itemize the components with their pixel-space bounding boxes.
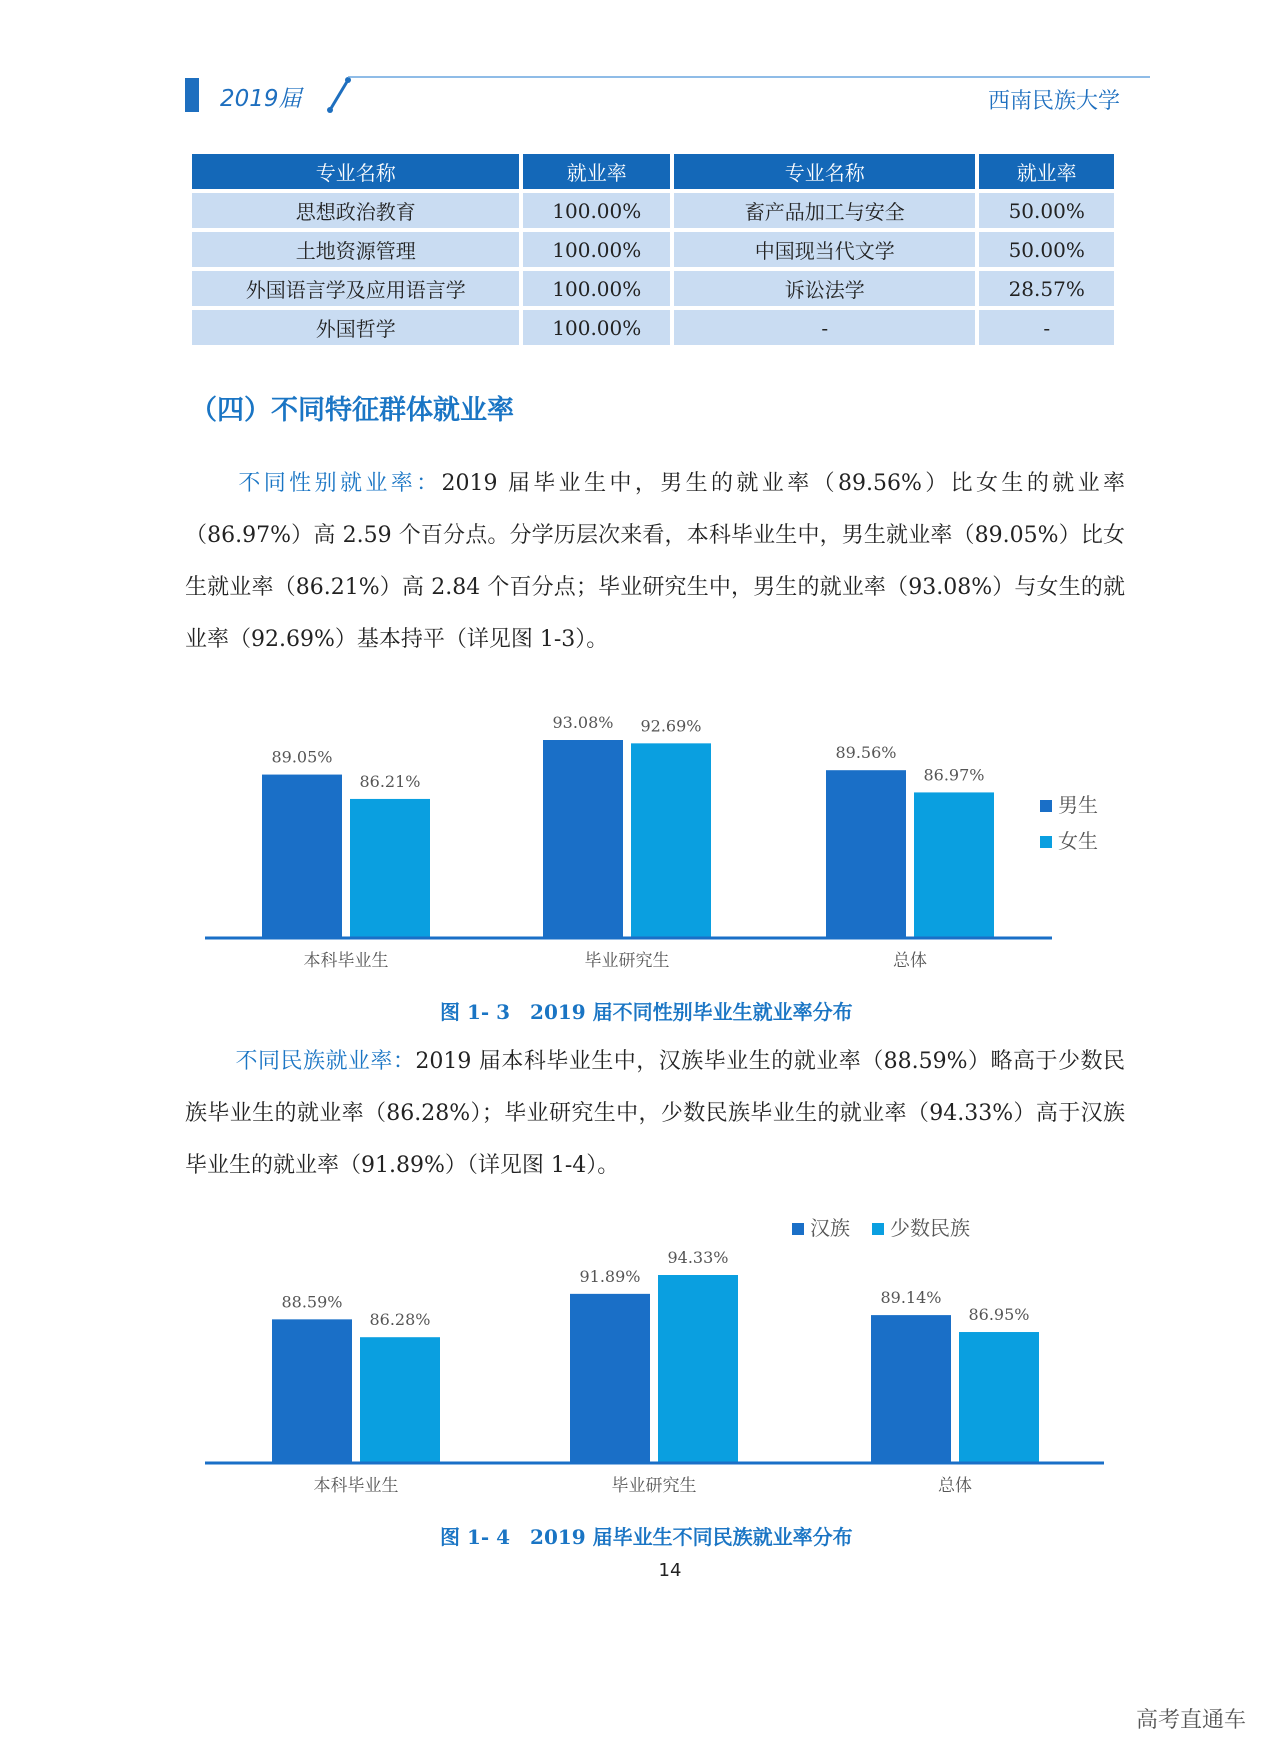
bar — [658, 1275, 738, 1463]
table-cell: 100.00% — [523, 310, 670, 345]
category-tick-label: 本科毕业生 — [313, 1476, 399, 1496]
table-cell: 诉讼法学 — [674, 271, 975, 306]
category-tick-label: 毕业研究生 — [611, 1476, 697, 1496]
table-cell: 畜产品加工与安全 — [674, 193, 975, 228]
header-university-name: 西南民族大学 — [987, 89, 1120, 114]
table-cell: 50.00% — [979, 193, 1114, 228]
gender-paragraph — [185, 458, 1125, 666]
bar — [871, 1315, 951, 1463]
table-cell: - — [979, 310, 1114, 345]
bar-value-label: 94.33% — [667, 1248, 729, 1267]
legend-swatch — [1040, 836, 1052, 848]
table-header-cell: 就业率 — [523, 154, 670, 189]
bar-value-label: 88.59% — [281, 1292, 343, 1312]
bar — [570, 1294, 650, 1463]
legend-swatch — [792, 1223, 804, 1235]
table-row — [192, 271, 1114, 306]
table-cell: 外国语言学及应用语言学 — [192, 271, 519, 306]
table-header-cell: 就业率 — [979, 154, 1114, 189]
paragraph-body: 2019 届本科毕业生中，汉族毕业生的就业率（88.59%）略高于少数民族毕业生的就业率（86.28%）；毕业研究生中，少数民族毕业生的就业率（94.33%）高于汉族毕业生的就业率（91.89%）（详见图 1-4）。 — [185, 1049, 1125, 1178]
bar-value-label: 86.97% — [923, 765, 985, 785]
table-header-row — [192, 154, 1114, 189]
bar — [826, 770, 906, 938]
table-header-cell: 专业名称 — [674, 154, 975, 189]
table-cell: 100.00% — [523, 232, 670, 267]
paragraph-lead: 不同性别就业率： — [235, 471, 442, 496]
table-row — [192, 310, 1114, 345]
table-cell: - — [674, 310, 975, 345]
table-header-cell: 专业名称 — [192, 154, 519, 189]
table-cell: 50.00% — [979, 232, 1114, 267]
paragraph-lead: 不同民族就业率： — [235, 1049, 416, 1074]
gender-bar-chart — [190, 680, 1130, 990]
ethnicity-paragraph — [185, 1036, 1125, 1192]
bar-value-label: 89.05% — [271, 747, 333, 767]
bar — [959, 1332, 1039, 1463]
table-cell: 100.00% — [523, 193, 670, 228]
legend-label: 男生 — [1058, 793, 1098, 817]
category-tick-label: 本科毕业生 — [303, 951, 389, 971]
section-heading: （四）不同特征群体就业率 — [190, 395, 514, 426]
category-tick-label: 总体 — [938, 1476, 972, 1496]
table-cell: 中国现当代文学 — [674, 232, 975, 267]
legend-label: 女生 — [1058, 829, 1098, 853]
header-accent-bar — [185, 78, 199, 112]
legend-label: 少数民族 — [890, 1216, 970, 1240]
legend-swatch — [1040, 800, 1052, 812]
bar-value-label: 89.14% — [880, 1288, 942, 1308]
legend-label: 汉族 — [810, 1216, 850, 1240]
figure-caption: 图 1- 4 2019 届毕业生不同民族就业率分布 — [440, 1525, 853, 1549]
legend-swatch — [872, 1223, 884, 1235]
category-tick-label: 毕业研究生 — [584, 951, 670, 971]
paragraph-body: 2019 届毕业生中，男生的就业率（89.56%）比女生的就业率（86.97%）高 2.59 个百分点。分学历层次来看，本科毕业生中，男生就业率（89.05%）比女生就业率（86.21%）高 2.84 个百分点；毕业研究生中，男生的就业率（93.08%）与女生的就业率（92.69%）基本持平（详见图 1-3）。 — [185, 471, 1125, 652]
table-cell: 思想政治教育 — [192, 193, 519, 228]
bar — [272, 1319, 352, 1463]
table-cell: 外国哲学 — [192, 310, 519, 345]
bar-value-label: 86.21% — [359, 771, 421, 791]
bar — [914, 792, 994, 938]
bar — [262, 775, 342, 938]
table-cell: 28.57% — [979, 271, 1114, 306]
major-employment-table — [188, 150, 1118, 349]
bar-value-label: 86.28% — [369, 1310, 431, 1330]
table-row — [192, 193, 1114, 228]
bar-value-label: 89.56% — [835, 743, 897, 763]
bar — [360, 1337, 440, 1463]
figure-caption: 图 1- 3 2019 届不同性别毕业生就业率分布 — [440, 1000, 853, 1024]
page-number: 14 — [658, 1560, 682, 1581]
table-cell: 100.00% — [523, 271, 670, 306]
bar-value-label: 93.08% — [552, 713, 614, 732]
watermark-text: 高考直通车 — [1135, 1708, 1246, 1733]
bar — [350, 799, 430, 938]
header-year-label: 2019届 — [220, 86, 302, 112]
bar-value-label: 91.89% — [579, 1266, 641, 1286]
table-cell: 土地资源管理 — [192, 232, 519, 267]
bar-value-label: 92.69% — [640, 716, 702, 736]
bar — [631, 743, 711, 938]
bar — [543, 740, 623, 938]
ethnicity-bar-chart — [190, 1205, 1130, 1505]
category-tick-label: 总体 — [893, 951, 927, 971]
table-row — [192, 232, 1114, 267]
bar-value-label: 86.95% — [968, 1305, 1030, 1325]
